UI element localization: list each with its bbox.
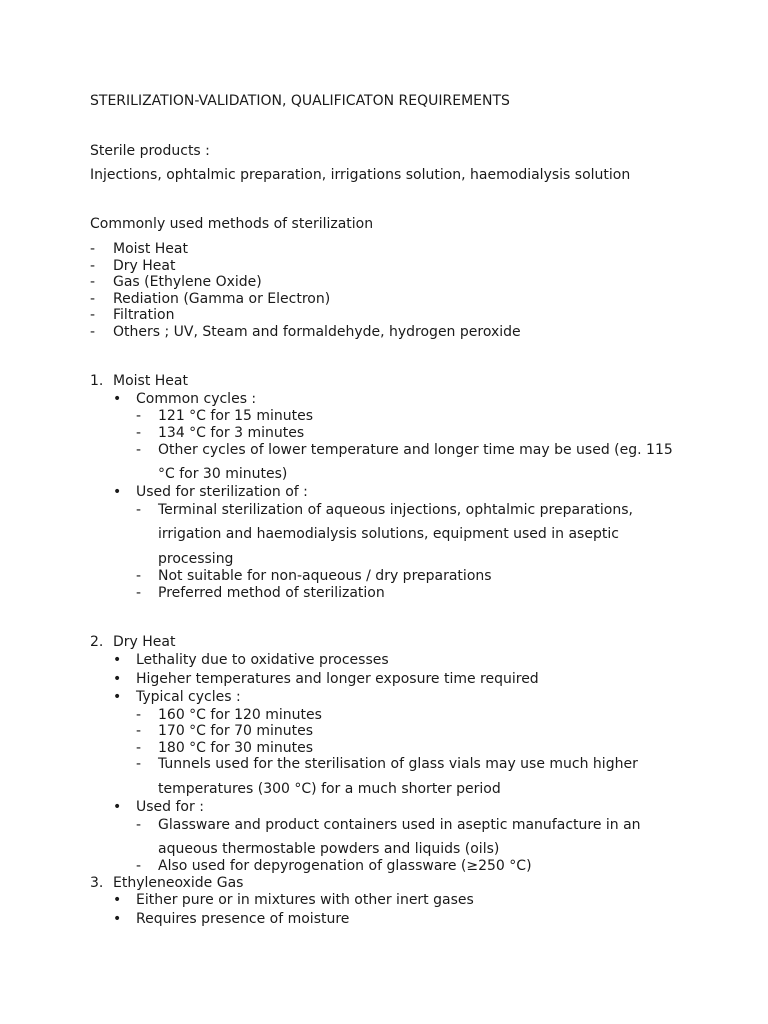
list-item: 180 °C for 30 minutes <box>158 740 314 756</box>
bullet: • <box>113 892 122 908</box>
list-item: Dry Heat <box>113 258 176 274</box>
list-dash: - <box>90 274 96 290</box>
list-item: Used for : <box>136 799 204 815</box>
list-item: Rediation (Gamma or Electron) <box>113 291 331 307</box>
list-dash: - <box>90 241 96 257</box>
section-title-moist-heat: Moist Heat <box>113 373 188 389</box>
list-dash: - <box>90 291 96 307</box>
list-item: Typical cycles : <box>136 689 241 705</box>
sterile-products-label: Sterile products : <box>90 143 210 159</box>
list-item-continued: processing <box>158 551 234 567</box>
methods-heading: Commonly used methods of sterilization <box>90 216 374 232</box>
list-dash: - <box>136 502 142 518</box>
bullet: • <box>113 689 122 705</box>
list-item: Filtration <box>113 307 175 323</box>
section-number: 3. <box>90 875 104 891</box>
list-item: 134 °C for 3 minutes <box>158 425 305 441</box>
list-item: 170 °C for 70 minutes <box>158 723 314 739</box>
list-dash: - <box>136 408 142 424</box>
list-dash: - <box>136 756 142 772</box>
list-dash: - <box>90 258 96 274</box>
section-title-eto: Ethyleneoxide Gas <box>113 875 244 891</box>
bullet: • <box>113 911 122 927</box>
section-title-dry-heat: Dry Heat <box>113 634 176 650</box>
list-dash: - <box>136 425 142 441</box>
list-item: Moist Heat <box>113 241 188 257</box>
section-number: 1. <box>90 373 104 389</box>
list-dash: - <box>136 707 142 723</box>
list-dash: - <box>136 568 142 584</box>
list-item: Not suitable for non-aqueous / dry preparations <box>158 568 492 584</box>
list-item: Glassware and product containers used in aseptic manufacture in an <box>158 817 641 833</box>
list-dash: - <box>136 858 142 874</box>
list-item: 121 °C for 15 minutes <box>158 408 314 424</box>
document-title: STERILIZATION-VALIDATION, QUALIFICATON REQUIREMENTS <box>90 93 510 109</box>
list-item-continued: irrigation and haemodialysis solutions, equipment used in aseptic <box>158 526 619 542</box>
list-item: Used for sterilization of : <box>136 484 308 500</box>
list-item: Also used for depyrogenation of glassware (≥250 °C) <box>158 858 532 874</box>
list-item-continued: aqueous thermostable powders and liquids (oils) <box>158 841 500 857</box>
list-item: Others ; UV, Steam and formaldehyde, hydrogen peroxide <box>113 324 521 340</box>
list-item: Tunnels used for the sterilisation of glass vials may use much higher <box>158 756 638 772</box>
bullet: • <box>113 652 122 668</box>
section-number: 2. <box>90 634 104 650</box>
sterile-products-text: Injections, ophtalmic preparation, irrigations solution, haemodialysis solution <box>90 167 631 183</box>
bullet: • <box>113 391 122 407</box>
list-item: Requires presence of moisture <box>136 911 350 927</box>
bullet: • <box>113 799 122 815</box>
list-dash: - <box>136 442 142 458</box>
list-item: Other cycles of lower temperature and longer time may be used (eg. 115 <box>158 442 673 458</box>
list-item: Gas (Ethylene Oxide) <box>113 274 262 290</box>
bullet: • <box>113 671 122 687</box>
list-dash: - <box>136 585 142 601</box>
list-item: Common cycles : <box>136 391 257 407</box>
list-item: 160 °C for 120 minutes <box>158 707 322 723</box>
list-item-continued: °C for 30 minutes) <box>158 466 288 482</box>
list-dash: - <box>90 307 96 323</box>
list-item: Either pure or in mixtures with other inert gases <box>136 892 474 908</box>
list-dash: - <box>90 324 96 340</box>
list-dash: - <box>136 740 142 756</box>
list-item: Lethality due to oxidative processes <box>136 652 389 668</box>
list-dash: - <box>136 723 142 739</box>
list-item: Terminal sterilization of aqueous injections, ophtalmic preparations, <box>158 502 633 518</box>
bullet: • <box>113 484 122 500</box>
list-dash: - <box>136 817 142 833</box>
list-item: Higeher temperatures and longer exposure time required <box>136 671 539 687</box>
list-item: Preferred method of sterilization <box>158 585 385 601</box>
list-item-continued: temperatures (300 °C) for a much shorter period <box>158 781 501 797</box>
